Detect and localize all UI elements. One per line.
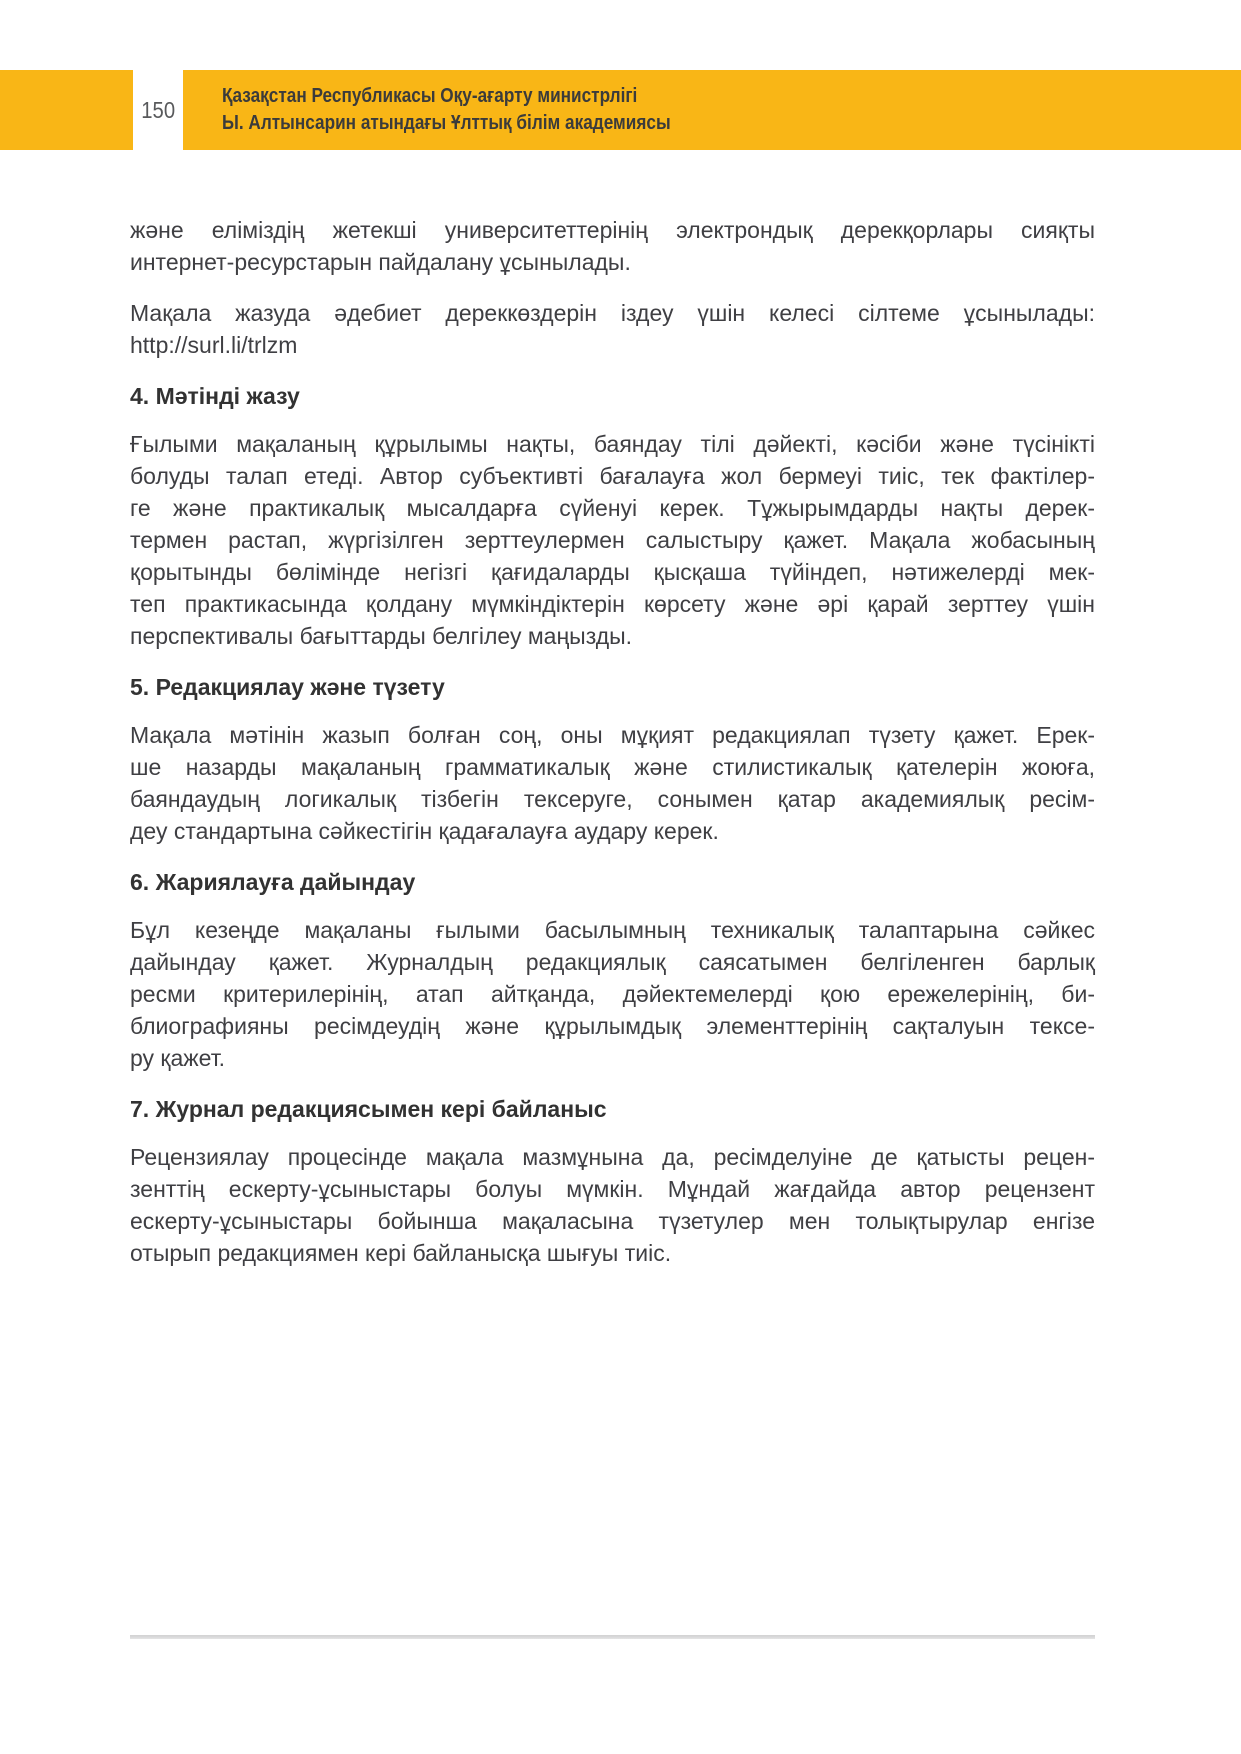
section-heading-4: 4. Мәтінді жазу: [130, 383, 300, 409]
text-line: Мақала жазуда әдебиет дереккөздерін іздеу үшін келесі сілтеме ұсынылады:: [130, 300, 1095, 326]
header-ministry-row: [222, 83, 1241, 110]
paragraph-literature-link: [130, 297, 1095, 361]
text-line: баяндаудың логикалық тізбегін тексеруге, сонымен қатар академиялық ресім-: [130, 786, 1095, 812]
text-line: Бұл кезеңде мақаланы ғылыми басылымның техникалық талаптарына сәйкес: [130, 917, 1095, 943]
header-ministry-line: Қазақстан Республикасы Оқу-ағарту министрлігі: [222, 85, 638, 107]
section-heading-7: 7. Журнал редакциясымен кері байланыс: [130, 1096, 607, 1122]
text-line: интернет-ресурстарын пайдалану ұсынылады.: [130, 249, 631, 275]
text-line: зенттің ескерту-ұсыныстары болуы мүмкін. Мұндай жағдайда автор рецензент: [130, 1176, 1095, 1202]
text-line: ресми критерилерінің, атап айтқанда, дәйектемелерді қою ережелерінің, би-: [130, 981, 1095, 1007]
page-number: 150: [141, 96, 175, 123]
text-line: ру қажет.: [130, 1045, 226, 1071]
text-line: ескерту-ұсыныстары бойынша мақаласына түзетулер мен толықтырулар енгізе: [130, 1208, 1095, 1234]
header-academy-line: Ы. Алтынсарин атындағы Ұлттық білім академиясы: [222, 112, 671, 134]
text-line: ге және практикалық мысалдарға сүйенуі керек. Тұжырымдарды нақты дерек-: [130, 495, 1095, 521]
text-line: ше назарды мақаланың грамматикалық және стилистикалық қателерін жоюға,: [130, 754, 1095, 780]
header-band-main: [183, 70, 1241, 150]
page-number-gutter: [133, 70, 183, 150]
article-search-url[interactable]: http://surl.li/trlzm: [130, 332, 298, 358]
footer-divider-line: [130, 1635, 1095, 1639]
text-line: және еліміздің жетекші университеттерінің электрондық дерекқорлары сияқты: [130, 217, 1095, 243]
text-line: термен растап, жүргізілген зерттеулермен салыстыру қажет. Мақала жобасының: [130, 527, 1095, 553]
header-band: [0, 70, 1241, 150]
header-band-left-block: [0, 70, 133, 150]
text-line: Ғылыми мақаланың құрылымы нақты, баяндау тілі дәйекті, кәсіби және түсінікті: [130, 431, 1095, 457]
paragraph-section-5: [130, 719, 1095, 847]
text-line: Мақала мәтінін жазып болған соң, оны мұқият редакциялап түзету қажет. Ерек-: [130, 722, 1095, 748]
text-line: перспективалы бағыттарды белгілеу маңызды.: [130, 623, 633, 649]
header-academy-row: [222, 110, 1241, 137]
page-body: [130, 214, 1095, 1288]
section-heading-5: 5. Редакциялау және түзету: [130, 674, 445, 700]
text-line: қорытынды бөлімінде негізгі қағидаларды қысқаша түйіндеп, нәтижелерді мек-: [130, 559, 1095, 585]
text-line: Рецензиялау процесінде мақала мазмұнына да, ресімделуіне де қатысты рецен-: [130, 1144, 1095, 1170]
paragraph-section-6: [130, 914, 1095, 1074]
text-line: болуды талап етеді. Автор субъективті бағалауға жол бермеуі тиіс, тек фактілер-: [130, 463, 1095, 489]
text-line: дайындау қажет. Журналдың редакциялық саясатымен белгіленген барлық: [130, 949, 1095, 975]
section-heading-6: 6. Жариялауға дайындау: [130, 869, 416, 895]
text-line: теп практикасында қолдану мүмкіндіктерін көрсету және әрі қарай зерттеу үшін: [130, 591, 1095, 617]
paragraph-section-4: [130, 428, 1095, 652]
text-line: деу стандартына сәйкестігін қадағалауға аудару керек.: [130, 818, 719, 844]
text-line: отырып редакциямен кері байланысқа шығуы тиіс.: [130, 1240, 672, 1266]
paragraph-section-7: [130, 1141, 1095, 1269]
text-line: блиографияны ресімдеудің және құрылымдық элементтерінің сақталуын тексе-: [130, 1013, 1095, 1039]
paragraph-intro-continuation: [130, 214, 1095, 278]
